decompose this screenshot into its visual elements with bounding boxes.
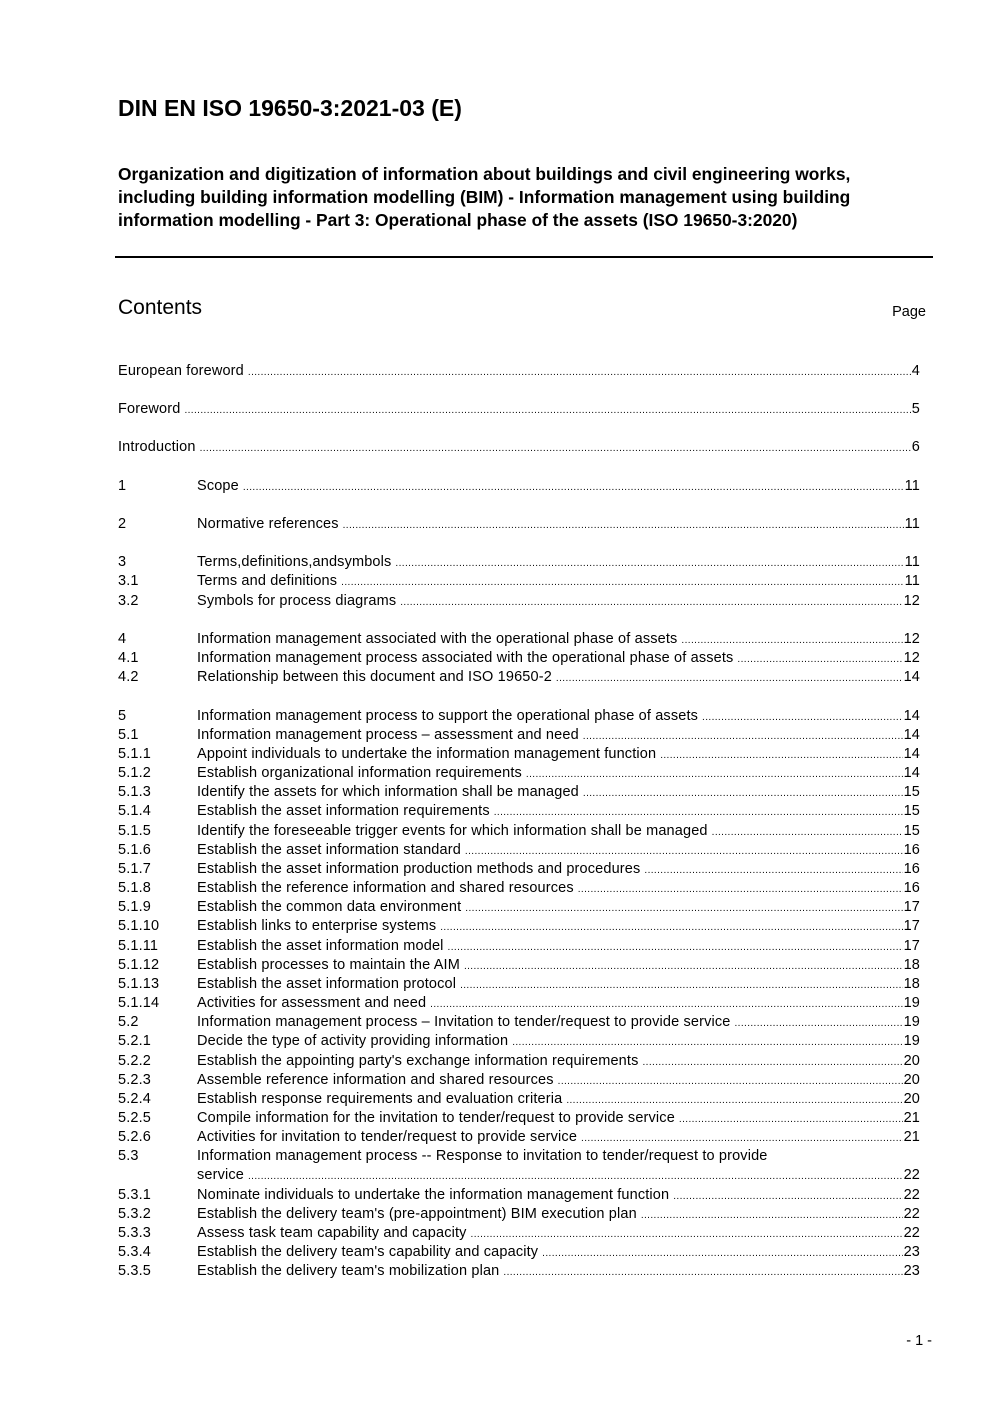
toc-page-number: 20: [903, 1072, 920, 1088]
toc-entry-text: [197, 860, 920, 880]
toc-section-number: 5.1.5: [118, 823, 151, 839]
toc-section-number: 5.1.3: [118, 784, 151, 800]
toc-section-title: service: [197, 1166, 248, 1185]
toc-entry[interactable]: [118, 726, 920, 745]
dot-leader: [448, 938, 903, 957]
toc-section-number: 5.2.2: [118, 1053, 151, 1069]
toc-section-title: Relationship between this document and ISO 19650-2: [197, 668, 556, 687]
dot-leader: [712, 823, 903, 842]
toc-entry-text: [197, 1013, 920, 1033]
dot-leader: [566, 1091, 902, 1110]
toc-section-title: Establish the asset information standard: [197, 841, 465, 860]
toc-entry-text: [197, 956, 920, 976]
toc-page-number: 15: [903, 803, 920, 819]
toc-section-number: 5.2: [118, 1014, 139, 1030]
toc-entry-text: [197, 553, 920, 573]
toc-entry[interactable]: [118, 668, 920, 687]
toc-page-number: 21: [903, 1129, 920, 1145]
toc-entry[interactable]: [118, 1128, 920, 1147]
toc-section-number: 4.1: [118, 650, 139, 666]
toc-section-number: 1: [118, 478, 127, 494]
toc-section-title: Appoint individuals to undertake the information management function: [197, 745, 660, 764]
toc-entry-text: [197, 726, 920, 746]
toc-page-number: 15: [903, 823, 920, 839]
toc-entry[interactable]: [118, 1186, 920, 1205]
toc-section-number: 5.2.4: [118, 1091, 151, 1107]
toc-section-title: Terms and definitions: [197, 572, 341, 591]
toc-section-number: 5: [118, 708, 127, 724]
toc-entry-text: [197, 841, 920, 861]
toc-page-number: 16: [903, 842, 920, 858]
toc-section-number: 5.2.6: [118, 1129, 151, 1145]
toc-entry[interactable]: [118, 783, 920, 802]
toc-page-number: 14: [903, 669, 920, 685]
toc-page-number: 12: [903, 631, 920, 647]
toc-entry[interactable]: [118, 1032, 920, 1051]
dot-leader: [343, 516, 904, 535]
dot-leader: [734, 1014, 902, 1033]
toc-entry[interactable]: [118, 764, 920, 783]
toc-section-title: Identify the assets for which information shall be managed: [197, 783, 583, 802]
toc-section-title: Scope: [197, 477, 243, 496]
toc-page-number: 20: [903, 1091, 920, 1107]
toc-section-number: 5.3.2: [118, 1206, 151, 1222]
toc-entry-text: [197, 1109, 920, 1129]
dot-leader: [248, 1167, 903, 1186]
dot-leader: [184, 401, 910, 420]
toc-page-number: 4: [911, 363, 920, 379]
toc-entry[interactable]: [118, 592, 920, 611]
toc-section-number: 5.1.1: [118, 746, 151, 762]
toc-section-number: 5.1.6: [118, 842, 151, 858]
toc-entry[interactable]: [118, 1052, 920, 1071]
toc-section-number: 5.3.5: [118, 1263, 151, 1279]
dot-leader: [681, 631, 902, 650]
toc-entry[interactable]: [118, 860, 920, 879]
toc-page-number: 19: [903, 995, 920, 1011]
toc-page-number: 11: [904, 478, 920, 494]
toc-page-number: 21: [903, 1110, 920, 1126]
dot-leader: [460, 976, 902, 995]
toc-entry[interactable]: [118, 975, 920, 994]
toc-entry[interactable]: [118, 1013, 920, 1032]
toc-section-number: 5.3: [118, 1148, 139, 1164]
toc-entry-text: [197, 879, 920, 899]
dot-leader: [471, 1225, 903, 1244]
toc-entry[interactable]: [118, 1262, 920, 1281]
toc-entry[interactable]: [118, 822, 920, 841]
dot-leader: [341, 573, 903, 592]
toc-page-number: 16: [903, 861, 920, 877]
toc-entry[interactable]: [118, 707, 920, 726]
toc-section-number: 5.1.8: [118, 880, 151, 896]
dot-leader: [581, 1129, 903, 1148]
toc-section-title: Establish the delivery team's mobilization plan: [197, 1262, 503, 1281]
toc-section-number: 3.1: [118, 573, 139, 589]
toc-page-number: 22: [903, 1206, 920, 1222]
dot-leader: [660, 746, 902, 765]
toc-entry[interactable]: [118, 1224, 920, 1243]
toc-section-title: Establish the appointing party's exchange information requirements: [197, 1052, 642, 1071]
dot-leader: [248, 363, 911, 382]
toc-page-number: 17: [903, 938, 920, 954]
toc-section-number: 5.3.3: [118, 1225, 151, 1241]
toc-section-title: Information management process – Invitation to tender/request to provide service: [197, 1013, 734, 1032]
toc-section-title: Establish the asset information protocol: [197, 975, 460, 994]
toc-entry[interactable]: [118, 1243, 920, 1262]
dot-leader: [641, 1206, 903, 1225]
toc-entry-text: [197, 1090, 920, 1110]
toc-entry-text: [197, 515, 920, 535]
toc-section-number: 5.1.14: [118, 995, 160, 1011]
toc-entry-text: [197, 572, 920, 592]
toc-entry-text: [197, 802, 920, 822]
toc-page-number: 12: [903, 650, 920, 666]
toc-entry[interactable]: [118, 553, 920, 572]
toc-page-number: 23: [903, 1244, 920, 1260]
toc-entry[interactable]: [118, 879, 920, 898]
toc-entry[interactable]: [118, 362, 920, 381]
toc-page-number: 11: [904, 573, 920, 589]
toc-entry[interactable]: [118, 956, 920, 975]
dot-leader: [465, 842, 903, 861]
dot-leader: [542, 1244, 902, 1263]
toc-entry-text: [197, 592, 920, 612]
dot-leader: [464, 957, 903, 976]
dot-leader: [465, 899, 902, 918]
toc-section-title: Establish the reference information and shared resources: [197, 879, 578, 898]
toc-page-number: 18: [903, 957, 920, 973]
dot-leader: [679, 1110, 903, 1129]
toc-section-title: Establish response requirements and evaluation criteria: [197, 1090, 566, 1109]
toc-entry-text: [118, 362, 920, 382]
toc-section-title: Nominate individuals to undertake the information management function: [197, 1186, 673, 1205]
contents-heading: Contents: [118, 296, 203, 319]
toc-section-title: European foreword: [118, 362, 248, 381]
toc-page-number: 22: [903, 1167, 920, 1183]
footer-page-number: - 1 -: [906, 1333, 932, 1349]
toc-section-title: Establish organizational information requirements: [197, 764, 526, 783]
toc-section-title: Establish the delivery team's (pre-appointment) BIM execution plan: [197, 1205, 641, 1224]
dot-leader: [558, 1072, 903, 1091]
toc-page-number: 11: [904, 554, 920, 570]
toc-entry[interactable]: [118, 841, 920, 860]
toc-entry[interactable]: [118, 630, 920, 649]
toc-section-number: 3: [118, 554, 127, 570]
dot-leader: [400, 593, 902, 612]
toc-section-title: Activities for invitation to tender/request to provide service: [197, 1128, 581, 1147]
toc-page-number: 14: [903, 727, 920, 743]
toc-section-number: 5.1.13: [118, 976, 160, 992]
toc-section-number: 5.2.3: [118, 1072, 151, 1088]
toc-section-title: Foreword: [118, 400, 184, 419]
dot-leader: [642, 1053, 902, 1072]
toc-section-number: 5.1.7: [118, 861, 151, 877]
toc-entry-text: [118, 400, 920, 420]
toc-entry[interactable]: [118, 400, 920, 419]
toc-section-title: Normative references: [197, 515, 343, 534]
toc-section-number: 5.1: [118, 727, 139, 743]
dot-leader: [583, 727, 903, 746]
toc-entry[interactable]: [118, 1109, 920, 1128]
dot-leader: [430, 995, 902, 1014]
toc-page-number: 23: [903, 1263, 920, 1279]
toc-page-number: 12: [903, 593, 920, 609]
toc-entry-text: [197, 1071, 920, 1091]
dot-leader: [702, 708, 903, 727]
toc-section-title: Introduction: [118, 438, 200, 457]
toc-page-number: 14: [903, 765, 920, 781]
toc-page-number: 6: [911, 439, 920, 455]
toc-section-number: 5.2.1: [118, 1033, 151, 1049]
toc-entry[interactable]: [118, 898, 920, 917]
dot-leader: [556, 669, 903, 688]
toc-page-number: 15: [903, 784, 920, 800]
dot-leader: [200, 439, 911, 458]
toc-section-title: Establish the asset information requirements: [197, 802, 494, 821]
toc-entry-text: [197, 1147, 920, 1186]
toc-section-number: 2: [118, 516, 127, 532]
toc-section-title: Symbols for process diagrams: [197, 592, 400, 611]
toc-section-title: Assemble reference information and shared resources: [197, 1071, 558, 1090]
toc-entry-text: [197, 937, 920, 957]
toc-page-number: 14: [903, 708, 920, 724]
dot-leader: [578, 880, 903, 899]
toc-entry[interactable]: [118, 1147, 920, 1187]
dot-leader: [494, 803, 903, 822]
dot-leader: [644, 861, 902, 880]
toc-entry-text: [197, 783, 920, 803]
toc-page-number: 20: [903, 1053, 920, 1069]
toc-entry[interactable]: [118, 572, 920, 591]
toc-entry-text: [118, 438, 920, 458]
dot-leader: [526, 765, 903, 784]
toc-entry-text: [197, 477, 920, 497]
toc-section-number: 5.1.9: [118, 899, 151, 915]
toc-entry-text: [197, 649, 920, 669]
dot-leader: [737, 650, 902, 669]
toc-page-number: 19: [903, 1014, 920, 1030]
toc-section-title: Establish the common data environment: [197, 898, 465, 917]
toc-section-title: Information management associated with the operational phase of assets: [197, 630, 681, 649]
toc-page-number: 11: [904, 516, 920, 532]
toc-section-number: 5.1.11: [118, 938, 159, 954]
document-id: DIN EN ISO 19650-3:2021-03 (E): [118, 95, 462, 121]
toc-section-title: Activities for assessment and need: [197, 994, 430, 1013]
toc-section-title: Decide the type of activity providing information: [197, 1032, 512, 1051]
toc-section-number: 5.3.4: [118, 1244, 151, 1260]
dot-leader: [583, 784, 903, 803]
toc-page-number: 17: [903, 918, 920, 934]
toc-entry-text: [197, 630, 920, 650]
toc-entry[interactable]: [118, 745, 920, 764]
toc-entry-text: [197, 1262, 920, 1282]
toc-section-title: Establish processes to maintain the AIM: [197, 956, 464, 975]
toc-entry-text: [197, 1128, 920, 1148]
toc-section-title: Information management process – assessment and need: [197, 726, 583, 745]
dot-leader: [243, 478, 904, 497]
toc-section-title: Assess task team capability and capacity: [197, 1224, 471, 1243]
toc-entry-text: [197, 975, 920, 995]
toc-entry-text: [197, 1205, 920, 1225]
toc-page-number: 22: [903, 1187, 920, 1203]
toc-entry-text: [197, 1052, 920, 1072]
dot-leader: [503, 1263, 902, 1282]
toc-entry[interactable]: [118, 802, 920, 821]
toc-page-number: 19: [903, 1033, 920, 1049]
toc-section-title: Identify the foreseeable trigger events for which information shall be managed: [197, 822, 712, 841]
toc-section-number: 5.1.2: [118, 765, 151, 781]
toc-entry[interactable]: [118, 477, 920, 496]
toc-entry-text: [197, 1243, 920, 1263]
dot-leader: [512, 1033, 902, 1052]
dot-leader: [440, 918, 902, 937]
toc-page-number: 14: [903, 746, 920, 762]
toc-entry[interactable]: [118, 649, 920, 668]
toc-section-number: 4: [118, 631, 127, 647]
toc-entry[interactable]: [118, 937, 920, 956]
toc-entry-text: [197, 822, 920, 842]
toc-entry-text: [197, 707, 920, 727]
toc-section-number: 5.2.5: [118, 1110, 151, 1126]
toc-entry-text: [197, 898, 920, 918]
document-title: Organization and digitization of information about buildings and civil engineering works, including building information modelling (BIM) - Information management using building information modelling - Part 3: Operational phase of the assets (ISO 19650-3:2020): [118, 164, 851, 230]
toc-entry-text: [197, 1224, 920, 1244]
toc-section-title: Establish links to enterprise systems: [197, 917, 440, 936]
toc-page-number: 16: [903, 880, 920, 896]
toc-entry-text: [197, 994, 920, 1014]
toc-entry-text: [197, 917, 920, 937]
toc-entry[interactable]: [118, 1205, 920, 1224]
toc-section-title: Establish the asset information model: [197, 937, 448, 956]
toc-entry[interactable]: [118, 994, 920, 1013]
toc-entry[interactable]: [118, 1071, 920, 1090]
toc-entry[interactable]: [118, 1090, 920, 1109]
toc-section-title: Compile information for the invitation to tender/request to provide service: [197, 1109, 679, 1128]
toc-entry[interactable]: [118, 917, 920, 936]
page-column-label: Page: [892, 304, 926, 320]
toc-entry-text: [197, 745, 920, 765]
toc-section-number: 5.1.10: [118, 918, 160, 934]
toc-page-number: 5: [911, 401, 920, 417]
dot-leader: [673, 1187, 902, 1206]
toc-page-number: 17: [903, 899, 920, 915]
toc-entry-text: [197, 1186, 920, 1206]
toc-entry-text: [197, 1032, 920, 1052]
toc-section-title: Information management process to support the operational phase of assets: [197, 707, 702, 726]
dot-leader: [395, 554, 903, 573]
toc-page-number: 22: [903, 1225, 920, 1241]
toc-page-number: 18: [903, 976, 920, 992]
toc-section-title: Establish the delivery team's capability and capacity: [197, 1243, 542, 1262]
toc-entry[interactable]: [118, 438, 920, 457]
toc-section-title: Information management process associated with the operational phase of assets: [197, 649, 737, 668]
toc-entry-text: [197, 764, 920, 784]
toc-section-number: 5.1.12: [118, 957, 160, 973]
toc-entry[interactable]: [118, 515, 920, 534]
toc-section-number: 4.2: [118, 669, 139, 685]
toc-section-number: 5.1.4: [118, 803, 151, 819]
toc-section-title: Terms,definitions,andsymbols: [197, 553, 395, 572]
toc-section-number: 3.2: [118, 593, 139, 609]
toc-entry-text: [197, 668, 920, 688]
toc-section-title: Information management process -- Response to invitation to tender/request to provide: [197, 1147, 920, 1166]
toc-section-number: 5.3.1: [118, 1187, 151, 1203]
toc-section-title: Establish the asset information production methods and procedures: [197, 860, 644, 879]
